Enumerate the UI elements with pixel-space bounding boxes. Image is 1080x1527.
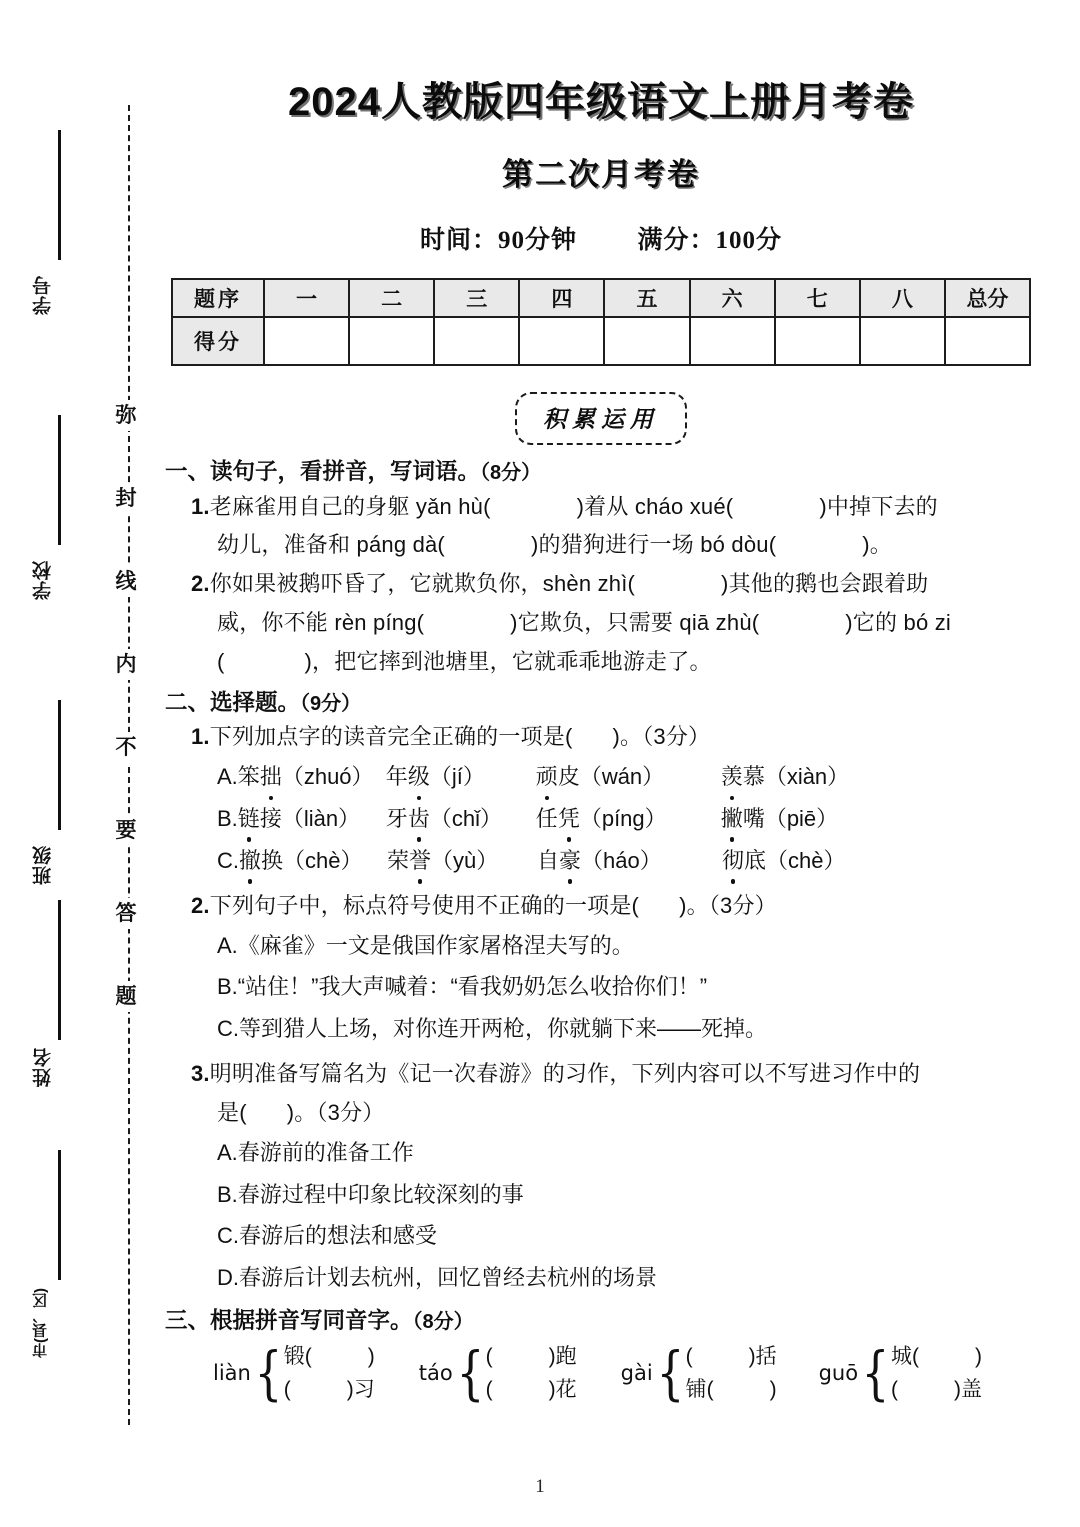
s2-q3-stem-line2 [165,1097,1037,1129]
option-item-pre: 牙 [385,806,408,832]
option-item [721,762,849,793]
score-table-col-5: 五 [604,279,689,317]
s2-q3-option-c[interactable]: C.春游后的想法和感受 [217,1223,438,1249]
homophone-group-gai [620,1339,777,1408]
option-item-post: 慕（xiàn） [742,764,850,790]
seal-line-text [103,400,149,1012]
homophone-item-bottom [686,1379,777,1400]
item-pre: ( [485,1378,493,1402]
s1-q1-text-f: )。 [862,532,892,558]
s2-q1-option-a[interactable] [165,762,1037,793]
s1-q1-text-b: )着从 cháo xué( [576,493,734,519]
seal-char: 不 [114,732,139,763]
score-table [171,278,1031,366]
s2-q3-stem-l1: 明明准备写篇名为《记一次春游》的习作，下列内容可以不写进习作中的 [209,1061,921,1087]
section-1-title: 一、读句子，看拼音，写词语。 [165,459,481,484]
emphasis-dot-char: 誉 [409,846,431,877]
s1-q2-text-a: 你如果被鹅吓昏了，它就欺负你，shèn zhì( [209,571,636,597]
section-heading-3 [165,1307,1037,1333]
option-item [386,762,536,793]
item-post: )花 [548,1378,577,1402]
score-cell-1[interactable] [264,317,349,365]
option-item [238,804,386,835]
s1-q1-text-c: )中掉下去的 [819,493,938,519]
score-cell-7[interactable] [775,317,860,365]
s2-q3-stem-a: 是( [217,1099,247,1125]
s1-q2-line1 [165,568,1037,600]
s1-q2-text-b: )其他的鹅也会跟着助 [721,571,929,597]
option-item-post: 嘴（piē） [742,806,839,832]
emphasis-dot-char: 凭 [558,804,580,835]
homophone-items [891,1346,982,1400]
item-post: ) [974,1345,982,1369]
option-item [537,846,722,877]
s2-q1-stem-a: 下列加点字的读音完全正确的一项是( [209,724,573,750]
s1-q2-text-e: )它的 bó zi [845,610,951,636]
s2-q2-stem-a: 下列句子中，标点符号使用不正确的一项是( [209,892,640,918]
s1-q1-text-d: 幼儿，准备和 páng dà( [217,532,445,558]
s2-q3-stem-line1 [165,1058,1037,1090]
s1-q2-text-g: )，把它摔到池塘里，它就乖乖地游走了。 [304,649,712,675]
school-write-line[interactable] [58,415,61,545]
section-3-title: 三、根据拼音写同音字。 [165,1307,413,1333]
s2-q1-points: （3分） [642,724,711,750]
option-item-pre: 任 [535,806,558,832]
questions-body [165,459,1037,1408]
s2-q3-option-a[interactable]: A.春游前的准备工作 [217,1139,414,1165]
left-brace-icon: { [656,1339,684,1408]
exam-time-label: 时间：90分钟 [419,227,577,254]
field-label-school: 学校 [33,560,54,600]
option-letter: A. [217,764,238,790]
homophone-items [486,1346,577,1400]
homophone-item-bottom [284,1379,375,1400]
item-post: )习 [346,1378,375,1402]
item-post: )盖 [953,1378,982,1402]
homophone-group-tao [418,1339,577,1408]
s2-q3-number: 3. [191,1061,210,1087]
score-table-col-6: 六 [690,279,775,317]
option-item-pre: 年 [385,764,408,790]
homophone-item-top [891,1346,982,1367]
score-table-col-1: 一 [264,279,349,317]
item-post: )跑 [548,1345,577,1369]
s2-q2-stem-b: )。 [679,892,709,918]
s2-q3-option-d[interactable]: D.春游后计划去杭州，回忆曾经去杭州的场景 [217,1265,658,1291]
score-table-row-header-index: 题序 [172,279,264,317]
score-cell-3[interactable] [434,317,519,365]
emphasis-dot-char: 顽 [536,762,558,793]
option-item [386,804,536,835]
s2-q3-points: （3分） [316,1099,385,1125]
homophone-item-bottom [486,1379,577,1400]
homophone-items [284,1346,375,1400]
section-3-points: （8分） [412,1310,474,1333]
option-item-pre: 荣 [387,847,410,873]
option-item-post: 接（liàn） [259,806,361,832]
section-2-title: 二、选择题。 [165,689,301,715]
option-item [387,846,537,877]
option-item-pre: 自 [537,847,560,873]
option-item [536,762,721,793]
left-brace-icon: { [861,1339,890,1408]
s2-q2-option-b[interactable]: B.“站住！”我大声喊着：“看我奶奶怎么收拾你们！” [217,974,708,1000]
seal-char: 答 [114,898,139,929]
section-heading-2 [165,689,1037,715]
section-heading-1 [165,461,1037,484]
score-table-col-7: 七 [775,279,860,317]
option-item-post: 皮（wán） [557,764,665,790]
option-item-post: （jí） [429,764,485,790]
s1-q1-number: 1. [191,493,210,519]
option-item-post: （píng） [579,806,667,832]
item-post: ) [769,1378,777,1402]
pinyin-label: guō [818,1360,859,1385]
item-pre: 城( [890,1345,919,1369]
score-table-col-2: 二 [349,279,434,317]
score-table-col-total: 总分 [945,279,1030,317]
option-item-post: （háo） [581,847,662,873]
item-post: )括 [748,1345,777,1369]
s1-q2-line3 [165,646,1037,678]
option-item [536,804,721,835]
option-item-pre: 笨 [237,764,260,790]
s2-q2-stem [165,890,1037,922]
score-cell-4[interactable] [519,317,604,365]
s2-q1-option-b[interactable] [165,804,1037,835]
emphasis-dot-char: 链 [238,804,260,835]
option-item-post: 底（chè） [744,847,846,873]
score-cell-6[interactable] [690,317,775,365]
item-post: ) [367,1345,375,1369]
score-table-col-4: 四 [519,279,604,317]
score-cell-5[interactable] [604,317,689,365]
s2-q2-option-c[interactable]: C.等到猎人上场，对你连开两枪，你就躺下来——死掉。 [217,1016,768,1042]
emphasis-dot-char: 豪 [559,846,581,877]
option-item-post: （zhuó） [281,764,374,790]
item-pre: ( [890,1378,898,1402]
score-table-header-row [172,279,1030,317]
score-cell-2[interactable] [349,317,434,365]
field-label-name: 姓名 [33,1047,54,1087]
s1-q1-line2 [165,529,1037,561]
emphasis-dot-char: 撤 [239,846,261,877]
s2-q1-stem-b: )。 [612,724,643,750]
score-table-col-3: 三 [434,279,519,317]
s2-q1-stem [165,721,1037,753]
option-letter: C. [217,847,239,873]
s1-q2-number: 2. [191,571,210,597]
option-item [238,762,386,793]
item-pre: ( [485,1345,493,1369]
emphasis-dot-char: 齿 [408,804,430,835]
left-brace-icon: { [456,1339,485,1408]
page-subtitle: 第二次月考卷 [502,157,700,192]
s1-q1-text-e: )的猎狗进行一场 bó dòu( [530,532,777,558]
exam-sheet [165,0,1037,1527]
field-label-class: 班级 [33,845,54,885]
item-pre: ( [685,1345,693,1369]
seal-char: 题 [114,981,139,1012]
option-item [721,804,838,835]
page-title: 2024人教版四年级语文上册月考卷 [288,80,914,124]
emphasis-dot-char: 级 [408,762,430,793]
s2-q3-option-b[interactable]: B.春游过程中印象比较深刻的事 [217,1181,524,1207]
section-1-points: （8分） [480,462,542,484]
emphasis-dot-char: 拙 [260,762,282,793]
student-id-write-line[interactable] [58,130,61,260]
pinyin-label: liàn [213,1360,251,1385]
s2-q3-stem-b: )。 [286,1099,317,1125]
homophone-group-guo [818,1339,982,1408]
homophone-item-top [284,1346,375,1367]
item-pre: 锻( [283,1345,312,1369]
s2-q2-option-a[interactable]: A.《麻雀》一文是俄国作家屠格涅夫写的。 [217,932,634,958]
name-write-line[interactable] [58,900,61,1040]
option-item-post: （chǐ） [429,806,502,832]
page-number: 1 [535,1476,545,1497]
seal-margin-strip [0,0,160,1527]
s1-q2-line2 [165,607,1037,639]
emphasis-dot-char: 撇 [721,804,743,835]
s2-q1-number: 1. [191,724,210,750]
field-label-city-district: 市(县、区) [32,1288,49,1358]
option-item [722,846,846,877]
section-badge-wrap [165,392,1037,445]
pinyin-label: gài [620,1360,653,1385]
s1-q2-text-d: )它欺负，只需要 qiā zhù( [510,610,760,636]
exam-meta-line [165,194,1037,256]
s2-q2-number: 2. [191,892,210,918]
field-label-student-id: 学号 [33,275,54,315]
s1-q2-text-f: ( [217,649,225,675]
homophone-items [686,1346,777,1400]
seal-char: 线 [114,566,139,597]
seal-char: 封 [114,483,139,514]
s2-q1-option-c[interactable] [165,846,1037,877]
score-cell-8[interactable] [860,317,945,365]
emphasis-dot-char: 羡 [721,762,743,793]
s1-q1-line1 [165,491,1037,523]
homophone-item-top [686,1346,777,1367]
option-letter: B. [217,806,238,832]
s2-q2-points: （3分） [708,892,777,918]
emphasis-dot-char: 彻 [722,846,744,877]
homophone-item-top [486,1346,577,1367]
homophone-group-lian [213,1339,375,1408]
score-cell-total[interactable] [945,317,1030,365]
score-table-col-8: 八 [860,279,945,317]
option-item [239,846,387,877]
seal-char: 要 [114,815,139,846]
seal-char: 内 [114,649,139,680]
section-2-points: （9分） [300,692,362,715]
option-item-post: 换（chè） [261,847,363,873]
seal-char: 弥 [114,400,139,431]
score-table-body-row [172,317,1030,365]
class-write-line[interactable] [58,700,61,830]
score-table-row-header-score: 得分 [172,317,264,365]
left-brace-icon: { [254,1339,283,1408]
section-badge-accumulation: 积累运用 [515,392,687,445]
s1-q2-text-c: 威，你不能 rèn píng( [217,610,425,636]
homophone-item-bottom [891,1379,982,1400]
option-item-post: （yù） [431,847,499,873]
s1-q1-text-a: 老麻雀用自己的身躯 yǎn hù( [209,493,491,519]
city-district-write-line[interactable] [58,1150,61,1280]
item-pre: ( [283,1378,291,1402]
homophone-row [165,1339,1037,1408]
item-pre: 铺( [685,1378,714,1402]
exam-total-score-label: 满分：100分 [637,227,783,254]
pinyin-label: táo [418,1360,453,1385]
